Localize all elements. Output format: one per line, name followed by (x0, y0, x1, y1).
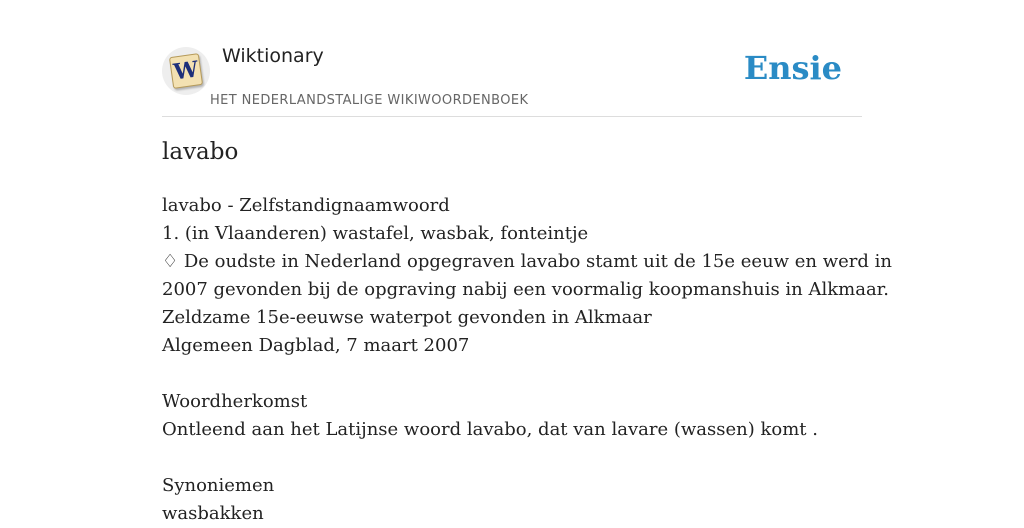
wiktionary-logo-tile: W (169, 53, 203, 89)
etymology-text: Ontleend aan het Latijnse woord lavabo, dat van lavare (wassen) komt . (162, 419, 818, 440)
example-line-1: ♢ De oudste in Nederland opgegraven lavabo stamt uit de 15e eeuw en werd in (162, 251, 892, 272)
site-name[interactable]: Wiktionary (222, 45, 324, 67)
source-reference: Algemeen Dagblad, 7 maart 2007 (162, 335, 470, 356)
synonyms-heading: Synoniemen (162, 475, 275, 496)
headword-line: lavabo - Zelfstandignaamwoord (162, 195, 450, 216)
synonym-item: wasbakken (162, 503, 264, 524)
spacer (162, 360, 862, 388)
spacer (162, 444, 862, 472)
site-header (162, 40, 862, 117)
etymology-heading: Woordherkomst (162, 391, 308, 412)
page-title: lavabo (162, 139, 239, 165)
site-subtitle: HET NEDERLANDSTALIGE WIKIWOORDENBOEK (210, 93, 529, 108)
definition-line: 1. (in Vlaanderen) wastafel, wasbak, fonteintje (162, 223, 589, 244)
example-line-2: 2007 gevonden bij de opgraving nabij een voormalig koopmanshuis in Alkmaar. (162, 279, 890, 300)
source-title: Zeldzame 15e-eeuwse waterpot gevonden in Alkmaar (162, 307, 652, 328)
entry-content (162, 192, 892, 528)
wiktionary-logo[interactable] (162, 47, 210, 95)
ensie-brand-link[interactable]: Ensie (743, 49, 842, 87)
